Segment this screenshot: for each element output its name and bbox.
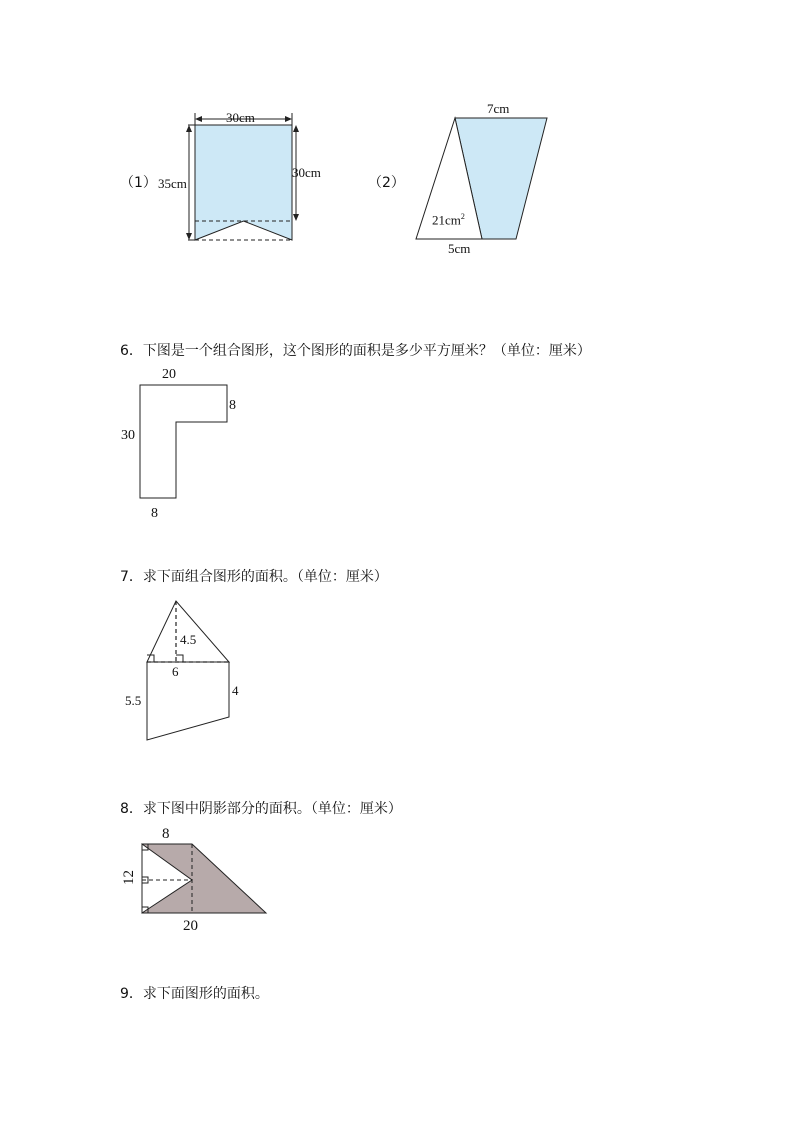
q6-left-dim: 30 (121, 428, 135, 443)
fig2-bottom-width: 5cm (448, 241, 471, 256)
question-7: 7．求下面组合图形的面积。（单位：厘米） (120, 569, 388, 585)
q6-bottom-dim: 8 (151, 506, 158, 521)
q7-right-dim: 4 (232, 683, 239, 698)
question-9: 9．求下面图形的面积。 (120, 986, 269, 1002)
q7-base-dim: 6 (172, 664, 179, 679)
fig2-top-width: 7cm (487, 101, 510, 116)
q7-left-dim: 5.5 (125, 693, 142, 708)
fig2-triangle-area: $21cm^2$ (432, 212, 465, 228)
fig2-label: （2） (368, 175, 405, 191)
q6-top-dim: 20 (162, 367, 176, 382)
fig1-top-width: 30cm (226, 110, 255, 125)
fig1-label: （1） (120, 175, 157, 191)
q8-top-dim: 8 (162, 826, 170, 842)
q8-left-dim: 12 (121, 870, 137, 885)
fig1-shape (195, 125, 292, 240)
fig1-right-height: 30cm (292, 165, 321, 180)
q7-height-dim: 4.5 (180, 632, 197, 647)
q6-right-dim: 8 (229, 398, 236, 413)
l-shape-figure (138, 383, 233, 503)
question-8: 8．求下图中阴影部分的面积。（单位：厘米） (120, 801, 402, 817)
composite-figure (140, 595, 240, 745)
shaded-figure (138, 838, 273, 920)
question-6: 6．下图是一个组合图形，这个图形的面积是多少平方厘米？（单位：厘米） (120, 343, 591, 359)
q8-bottom-dim: 20 (183, 918, 198, 934)
fig1-left-height: 35cm (158, 176, 187, 191)
